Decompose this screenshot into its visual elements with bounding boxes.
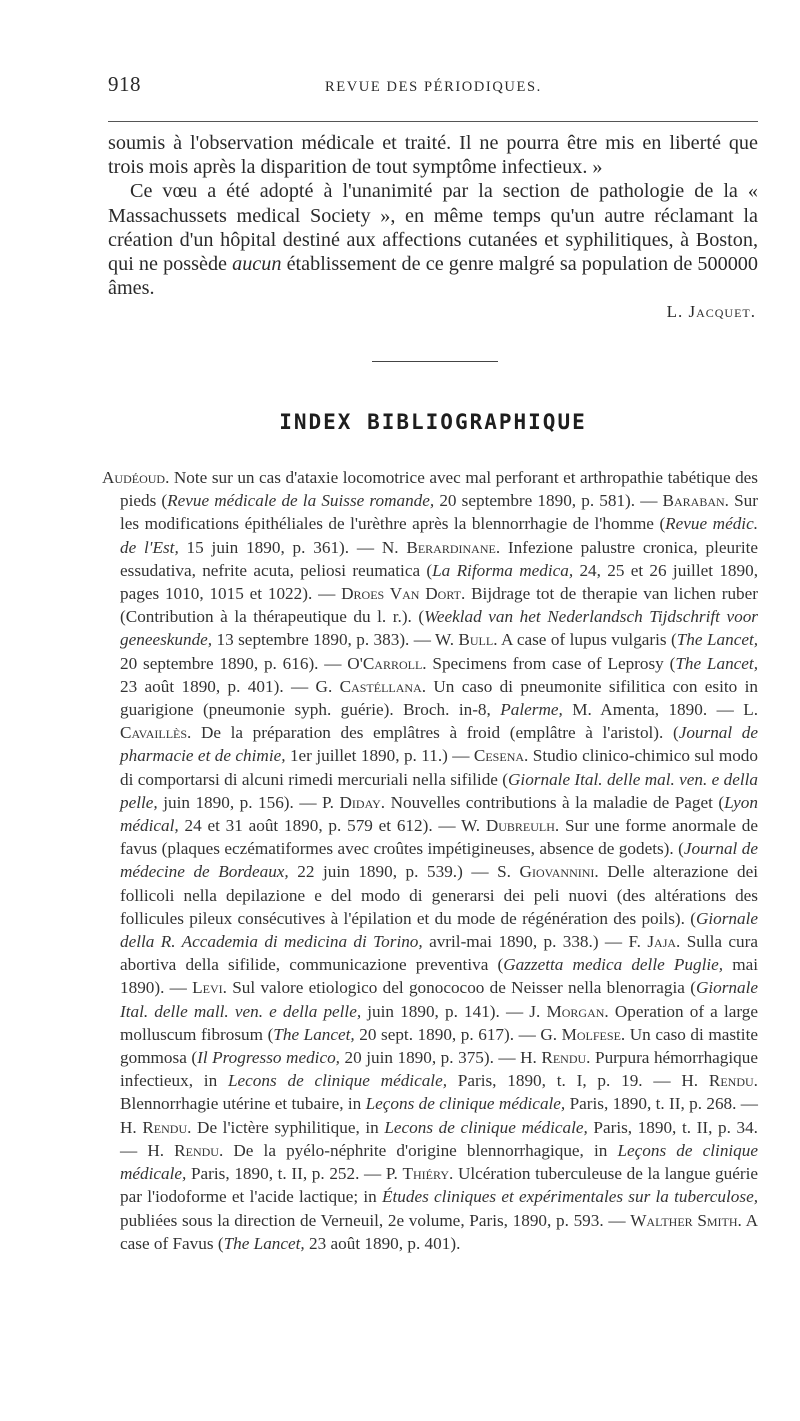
section-divider: [372, 361, 498, 362]
journal-title: Giornale della R. Accademia di medicina di Torino,: [120, 908, 758, 952]
citation-text: 20 sept. 1890, p. 617). — G.: [354, 1024, 562, 1044]
citation-text: Sul valore etiologico del gonococoo de Neisser nella blenorragia (: [226, 978, 696, 998]
bibliography-index: [102, 466, 758, 1255]
citation-text: publiées sous la direction de Verneuil, 2e volume, Paris, 1890, p. 593. —: [120, 1210, 631, 1230]
journal-title: Il Progresso medico,: [197, 1048, 340, 1068]
citation-text: Note sur un cas d'ataxie locomotrice avec mal perforant et arthropathie tabétique des pieds (: [120, 468, 758, 511]
author-name: Giovannini.: [519, 862, 599, 882]
journal-title: Journal de pharmacie et de chimie,: [120, 723, 758, 766]
citation-text: Sulla cura abortiva della sifilide, communicazione preventiva (: [120, 932, 758, 975]
author-name: Berardinane.: [406, 537, 501, 557]
text-run: établissement de ce genre malgré sa population de 500000 âmes.: [108, 253, 758, 300]
citation-text: 20 septembre 1890, p. 581). —: [434, 491, 663, 511]
author-name: Rendu.: [174, 1140, 224, 1160]
text-run: Ce vœu a été adopté à l'unanimité par la section de pathologie de la « Massachussets medical Society », en même temps qu'un autre réclamant la création d'un hôpital destiné aux affections cutanées et syphilitiques, à Boston, qui ne possède: [108, 180, 758, 276]
citation-text: 24 et 31 août 1890, p. 579 et 612). — W.: [178, 816, 486, 836]
citation-text: Paris, 1890, t. II, p. 252. — P.: [186, 1164, 403, 1184]
author-signature: [667, 302, 756, 322]
journal-title: Lyon médical,: [120, 792, 758, 836]
citation-text: De la pyélo-néphrite d'origine blennorrhagique, in: [223, 1140, 618, 1160]
journal-title: Leçons de clinique médicale,: [120, 1140, 758, 1184]
author-name: Audéoud.: [102, 468, 170, 487]
author-name: Rendu.: [541, 1048, 591, 1068]
journal-title: The Lancet,: [676, 630, 759, 650]
citation-text: Operation of a large molluscum fibrosum (: [120, 1001, 758, 1044]
journal-title: Revue médic. de l'Est,: [120, 514, 758, 557]
journal-title: Giornale Ital. delle mall. ven. e della pelle,: [120, 978, 758, 1021]
journal-title: Lecons de clinique médicale,: [384, 1117, 588, 1137]
citation-text: mai 1890). —: [120, 955, 758, 998]
citation-text: Sur les modifications épithéliales de l'urèthre après la blennorrhagie de l'homme (: [120, 491, 758, 534]
place-name: Palerme,: [500, 700, 563, 720]
author-name: Diday.: [339, 792, 386, 812]
citation-text: Purpura hémorrhagique infectieux, in: [120, 1048, 758, 1091]
citation-text: 1er juillet 1890, p. 11.) —: [285, 746, 474, 766]
citation-text: Delle alterazione dei follicoli nella depilazione e del modo di generarsi dei peli nuovi (des altérations des follicules pileux consécutives à l'épilation et du mode de régénération des poils). (: [120, 862, 758, 928]
journal-title: Revue médicale de la Suisse romande,: [167, 491, 435, 511]
bibliography-paragraph: [102, 466, 758, 1255]
author-name: Jaja.: [647, 932, 681, 952]
author-name: Carroll.: [362, 653, 427, 673]
citation-text: A case of lupus vulgaris (: [497, 630, 677, 650]
journal-title: Études cliniques et expérimentales sur la tuberculose,: [382, 1187, 758, 1207]
journal-title: Journal de médecine de Bordeaux,: [120, 839, 758, 882]
journal-title: La Riforma medica,: [432, 560, 574, 580]
citation-text: Bijdrage tot de therapie van lichen ruber (Contribution à la thérapeutique du l. r.). (: [120, 584, 758, 627]
author-name: Cesena.: [473, 746, 529, 766]
citation-text: Sur une forme anormale de favus (plaques eczématiformes avec croûtes impétigineuses, absence de godets). (: [120, 816, 758, 859]
paragraph: soumis à l'observation médicale et traité. Il ne pourra être mis en liberté que trois mois après la disparition de tout symptôme infectieux. »: [108, 132, 758, 179]
citation-text: 15 juin 1890, p. 361). — N.: [178, 537, 407, 557]
journal-title: The Lancet,: [273, 1024, 355, 1044]
author-name: Castéllana.: [339, 676, 427, 696]
author-name: Rendu.: [142, 1117, 192, 1137]
journal-title: The Lancet,: [675, 653, 759, 673]
citation-text: juin 1890, p. 156). — P.: [157, 792, 340, 812]
citation-text: Paris, 1890, t. I, p. 19. — H.: [447, 1071, 709, 1091]
journal-title: Weeklad van het Nederlandsch Tijdschrift voor geneeskunde,: [120, 607, 758, 650]
citation-text: 23 août 1890, p. 401).: [304, 1233, 461, 1253]
signature-name: Jacquet.: [688, 302, 756, 321]
author-name: Dubreulh.: [485, 816, 560, 836]
author-name: Molfese.: [561, 1024, 626, 1044]
citation-text: M. Amenta, 1890. — L.: [562, 700, 758, 720]
citation-text: Nouvelles contributions à la maladie de Paget (: [385, 792, 725, 812]
citation-text: 22 juin 1890, p. 539.) — S.: [288, 862, 520, 882]
author-name: Baraban.: [662, 491, 729, 511]
header-rule: [108, 121, 758, 122]
emphasis-text: aucun: [232, 253, 282, 276]
author-name: Rendu.: [708, 1071, 758, 1091]
article-conclusion: [108, 131, 758, 300]
journal-title: Leçons de clinique médicale,: [365, 1094, 566, 1114]
citation-text: avril-mai 1890, p. 338.) — F.: [422, 932, 648, 952]
author-name: Cavaillès.: [120, 723, 192, 743]
journal-title: The Lancet,: [223, 1233, 305, 1253]
citation-text: Paris, 1890, t. II, p. 268. — H.: [120, 1094, 758, 1137]
citation-text: 20 juin 1890, p. 375). — H.: [339, 1048, 542, 1068]
citation-text: Un caso di mastite gommosa (: [120, 1024, 758, 1068]
page-number: 918: [108, 72, 141, 96]
running-title: REVUE DES PÉRIODIQUES.: [325, 79, 542, 95]
citation-text: juin 1890, p. 141). — J.: [361, 1001, 547, 1021]
citation-text: 23 août 1890, p. 401). — G.: [120, 676, 340, 696]
author-name: Walther Smith.: [630, 1210, 742, 1230]
citation-text: De la préparation des emplâtres à froid (emplâtre à l'aristol). (: [191, 723, 679, 743]
journal-title: Giornale Ital. delle mal. ven. e della pelle,: [120, 769, 758, 812]
signature-initial: L.: [666, 302, 689, 321]
citation-text: 13 septembre 1890, p. 383). — W.: [212, 630, 459, 650]
citation-text: Studio clinico-chimico sul modo di comportarsi di alcuni rimedi mercuriali nella sifilide (: [120, 746, 758, 789]
citation-text: Paris, 1890, t. II, p. 34. — H.: [120, 1117, 758, 1160]
citation-text: Ulcération tuberculeuse de la langue guérie par l'iodoforme et l'acide lactique; in: [120, 1164, 758, 1207]
paragraph: [108, 179, 758, 300]
author-name: Morgan.: [546, 1001, 609, 1021]
author-name: Thiéry.: [402, 1164, 454, 1184]
author-name: Droes Van Dort.: [341, 584, 466, 604]
citation-text: 24, 25 et 26 juillet 1890, pages 1010, 1015 et 1022). —: [120, 560, 758, 604]
author-name: Levi.: [192, 978, 227, 998]
citation-text: Blennorrhagie utérine et tubaire, in: [120, 1094, 366, 1114]
citation-text: 20 septembre 1890, p. 616). — O': [120, 653, 363, 673]
page-header: [108, 72, 756, 102]
citation-text: Infezione palustre cronica, pleurite essudativa, nefrite acuta, peliosi reumatica (: [120, 537, 758, 580]
citation-text: Specimens from case of Leprosy (: [426, 653, 676, 673]
journal-title: Lecons de clinique médicale,: [227, 1071, 447, 1091]
citation-text: Un caso di pneumonite sifilitica con esito in guarigione (pneumonie syph. guérie). Broch. in-8,: [120, 676, 758, 720]
citation-text: A case of Favus (: [120, 1210, 759, 1253]
section-heading: INDEX BIBLIOGRAPHIQUE: [279, 410, 587, 434]
journal-title: Gazzetta medica delle Puglie,: [503, 955, 724, 975]
author-name: Bull.: [458, 630, 498, 650]
citation-text: De l'ictère syphilitique, in: [191, 1117, 385, 1137]
